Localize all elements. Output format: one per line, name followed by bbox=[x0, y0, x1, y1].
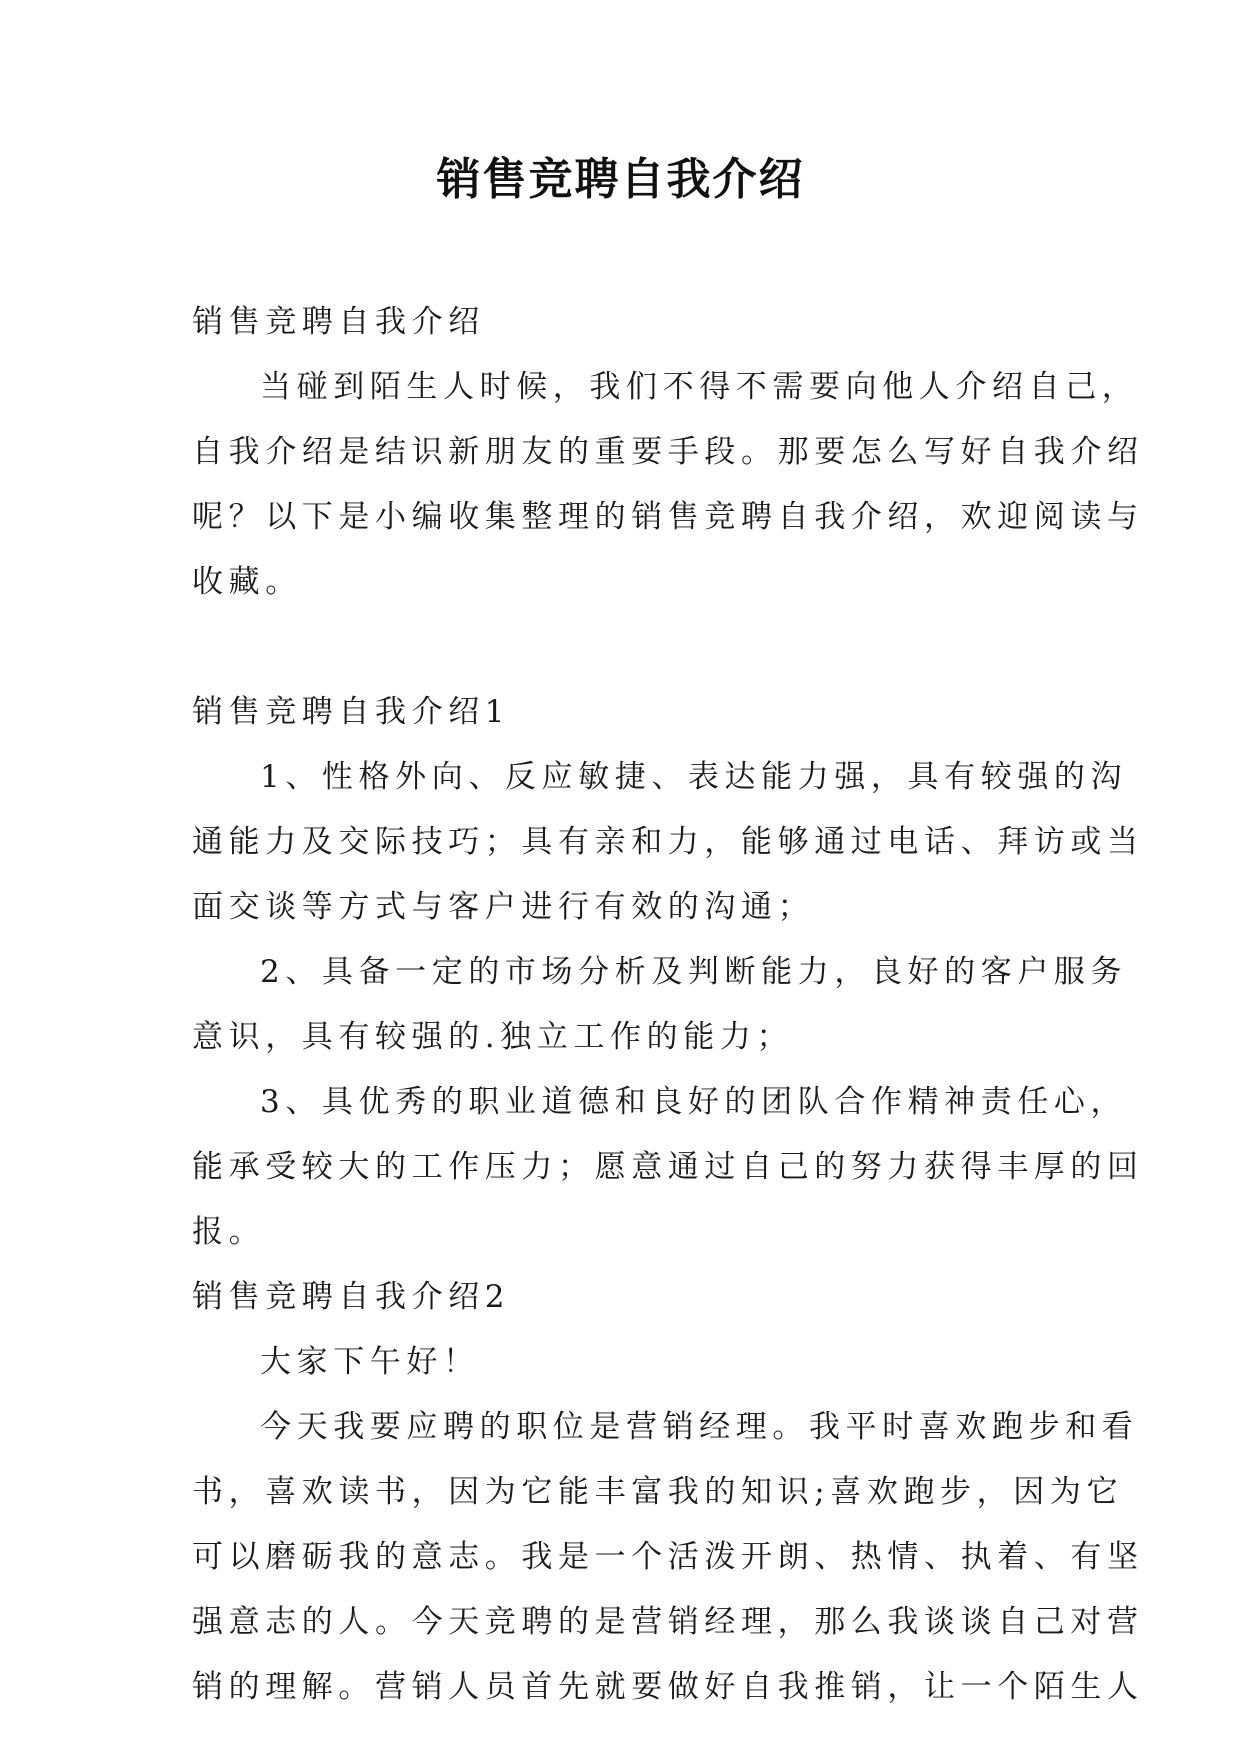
paragraph-line: 呢？以下是小编收集整理的销售竞聘自我介绍，欢迎阅读与 bbox=[192, 499, 1144, 535]
list-item-line: 2、具备一定的市场分析及判断能力，良好的客户服务 bbox=[260, 954, 1128, 990]
paragraph-line: 自我介绍是结识新朋友的重要手段。那要怎么写好自我介绍 bbox=[192, 434, 1144, 470]
list-item-line: 通能力及交际技巧；具有亲和力，能够通过电话、拜访或当 bbox=[192, 824, 1144, 860]
section-heading: 销售竞聘自我介绍1 bbox=[192, 694, 511, 730]
list-item-line: 1、性格外向、反应敏捷、表达能力强，具有较强的沟 bbox=[260, 759, 1128, 795]
section-heading: 销售竞聘自我介绍2 bbox=[192, 1279, 511, 1315]
document-body bbox=[192, 290, 1144, 1720]
paragraph-line: 强意志的人。今天竞聘的是营销经理，那么我谈谈自己对营 bbox=[192, 1604, 1144, 1640]
list-item-line: 报。 bbox=[192, 1214, 266, 1250]
blank-line bbox=[192, 615, 1064, 680]
document-title: 销售竞聘自我介绍 bbox=[436, 154, 805, 205]
section-heading: 销售竞聘自我介绍 bbox=[192, 304, 485, 340]
paragraph-line: 今天我要应聘的职位是营销经理。我平时喜欢跑步和看 bbox=[260, 1409, 1139, 1445]
list-item-line: 3、具优秀的职业道德和良好的团队合作精神责任心， bbox=[260, 1084, 1128, 1120]
paragraph-line: 当碰到陌生人时候，我们不得不需要向他人介绍自己， bbox=[260, 369, 1139, 405]
paragraph-line: 销的理解。营销人员首先就要做好自我推销，让一个陌生人 bbox=[192, 1669, 1144, 1705]
greeting-line: 大家下午好！ bbox=[260, 1344, 480, 1380]
list-item-line: 意识，具有较强的.独立工作的能力； bbox=[192, 1019, 794, 1055]
paragraph-line: 书，喜欢读书，因为它能丰富我的知识;喜欢跑步，因为它 bbox=[192, 1474, 1124, 1510]
paragraph-line: 可以磨砺我的意志。我是一个活泼开朗、热情、执着、有坚 bbox=[192, 1539, 1144, 1575]
list-item-line: 能承受较大的工作压力；愿意通过自己的努力获得丰厚的回 bbox=[192, 1149, 1144, 1185]
paragraph-line: 收藏。 bbox=[192, 564, 302, 600]
list-item-line: 面交谈等方式与客户进行有效的沟通； bbox=[192, 889, 815, 925]
